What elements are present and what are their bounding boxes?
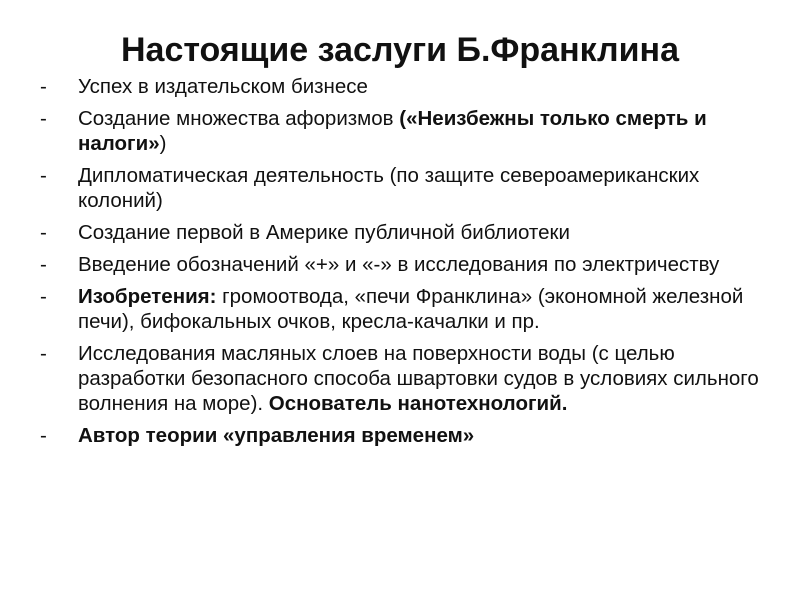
list-item-oil-research xyxy=(40,341,775,416)
bullet-dash: - xyxy=(40,107,47,130)
item-text: Создание первой в Америке публичной библиотеки xyxy=(78,221,570,244)
bullet-list xyxy=(40,74,775,455)
bullet-dash: - xyxy=(40,75,47,98)
list-item-electricity xyxy=(40,252,775,277)
list-item-diplomacy xyxy=(40,163,775,213)
item-text-bold: Автор теории «управления временем» xyxy=(78,424,475,447)
list-item-publishing xyxy=(40,74,775,99)
item-quote-bold: («Неизбежны только смерть и налоги» xyxy=(78,107,707,155)
item-text: Успех в издательском бизнесе xyxy=(78,75,368,98)
item-text: Исследования масляных слоев на поверхности воды (с целью разработки безопасного способа швартовки судов в условиях сильного волнения на море). xyxy=(78,342,759,415)
list-item-inventions xyxy=(40,284,775,334)
item-text: Дипломатическая деятельность (по защите североамериканских колоний) xyxy=(78,164,700,212)
bullet-dash: - xyxy=(40,342,47,365)
item-text: Введение обозначений «+» и «-» в исследования по электричеству xyxy=(78,253,720,276)
item-text: громоотвода, «печи Франклина» (экономной железной печи), бифокальных очков, кресла-качалки и пр. xyxy=(78,285,744,333)
item-text-bold: Основатель нанотехнологий. xyxy=(268,392,568,415)
slide-title: Настоящие заслуги Б.Франклина xyxy=(120,31,679,69)
list-item-time-management xyxy=(40,423,775,448)
item-text: Создание множества афоризмов xyxy=(78,107,400,130)
bullet-dash: - xyxy=(40,285,47,308)
item-text-tail: ) xyxy=(159,132,167,155)
list-item-aphorisms xyxy=(40,106,775,156)
bullet-dash: - xyxy=(40,253,47,276)
list-item-library xyxy=(40,220,775,245)
bullet-dash: - xyxy=(40,164,47,187)
item-label-bold: Изобретения: xyxy=(78,285,217,308)
bullet-dash: - xyxy=(40,221,47,244)
bullet-dash: - xyxy=(40,424,47,447)
